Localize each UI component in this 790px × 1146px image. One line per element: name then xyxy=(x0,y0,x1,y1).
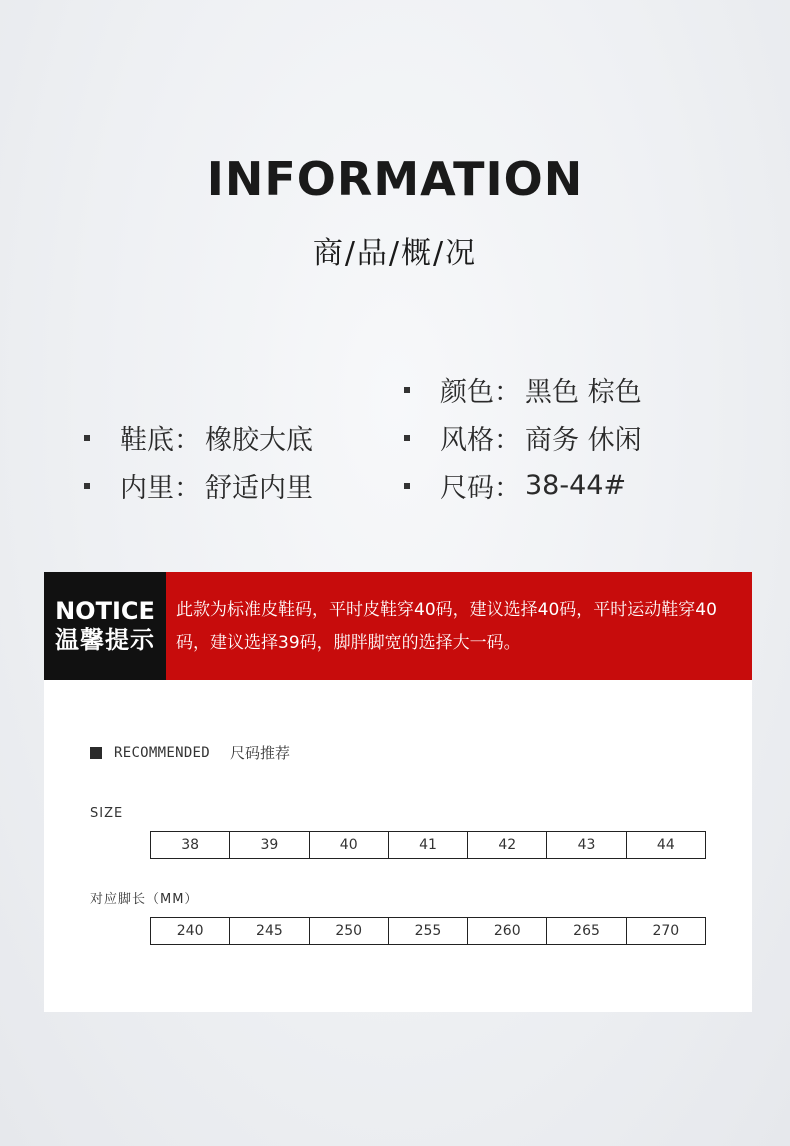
foot-length-cell: 240 xyxy=(151,918,230,944)
spec-size xyxy=(404,466,626,505)
size-cell: 39 xyxy=(230,832,309,858)
foot-length-cell: 260 xyxy=(468,918,547,944)
size-cell: 40 xyxy=(310,832,389,858)
foot-length-cell: 270 xyxy=(652,923,680,939)
notice-label-block xyxy=(44,572,166,680)
spec-style xyxy=(404,418,642,457)
spec-label: 鞋底： xyxy=(120,425,201,456)
square-icon xyxy=(90,747,102,759)
size-row-label: SIZE xyxy=(90,806,124,821)
recommendation-heading-cn: 尺码推荐 xyxy=(230,744,291,762)
foot-length-cell: 255 xyxy=(389,918,468,944)
foot-length-cell: 245 xyxy=(230,918,309,944)
size-cell: 38 xyxy=(151,832,230,858)
spec-value: 黑色 棕色 xyxy=(525,377,642,408)
foot-length-cell: 265 xyxy=(547,918,626,944)
spec-value: 商务 休闲 xyxy=(525,425,642,456)
notice-text: 此款为标准皮鞋码，平时皮鞋穿40码，建议选择40码，平时运动鞋穿40码，建议选择39码，脚胖脚宽的选择大一码。 xyxy=(166,572,752,680)
spec-value: 38-44# xyxy=(525,470,627,501)
spec-label: 风格： xyxy=(440,425,521,456)
spec-color xyxy=(404,370,642,409)
size-cell: 44 xyxy=(656,837,675,853)
spec-value: 橡胶大底 xyxy=(205,425,313,456)
foot-length-row-label: 对应脚长（MM） xyxy=(90,892,199,907)
spec-label: 尺码： xyxy=(440,473,521,504)
size-table-row xyxy=(150,831,706,859)
notice-title-cn: 温馨提示 xyxy=(55,626,155,654)
page-title: INFORMATION xyxy=(206,152,584,206)
bullet-icon xyxy=(84,483,90,489)
bullet-icon xyxy=(404,483,410,489)
notice-title-en: NOTICE xyxy=(55,597,155,625)
spec-sole xyxy=(84,418,313,457)
notice-banner xyxy=(44,572,752,680)
spec-label: 颜色： xyxy=(440,377,521,408)
spec-value: 舒适内里 xyxy=(205,473,313,504)
bullet-icon xyxy=(404,387,410,393)
size-cell: 43 xyxy=(547,832,626,858)
size-recommendation-card xyxy=(44,680,752,1012)
recommendation-heading-en: RECOMMENDED xyxy=(114,744,211,761)
recommendation-heading xyxy=(90,742,290,763)
foot-length-table-row xyxy=(150,917,706,945)
size-cell: 41 xyxy=(389,832,468,858)
foot-length-cell: 250 xyxy=(310,918,389,944)
bullet-icon xyxy=(84,435,90,441)
size-cell: 42 xyxy=(468,832,547,858)
page-subtitle: 商/品/概/况 xyxy=(312,236,478,271)
spec-label: 内里： xyxy=(120,473,201,504)
spec-lining xyxy=(84,466,313,505)
bullet-icon xyxy=(404,435,410,441)
